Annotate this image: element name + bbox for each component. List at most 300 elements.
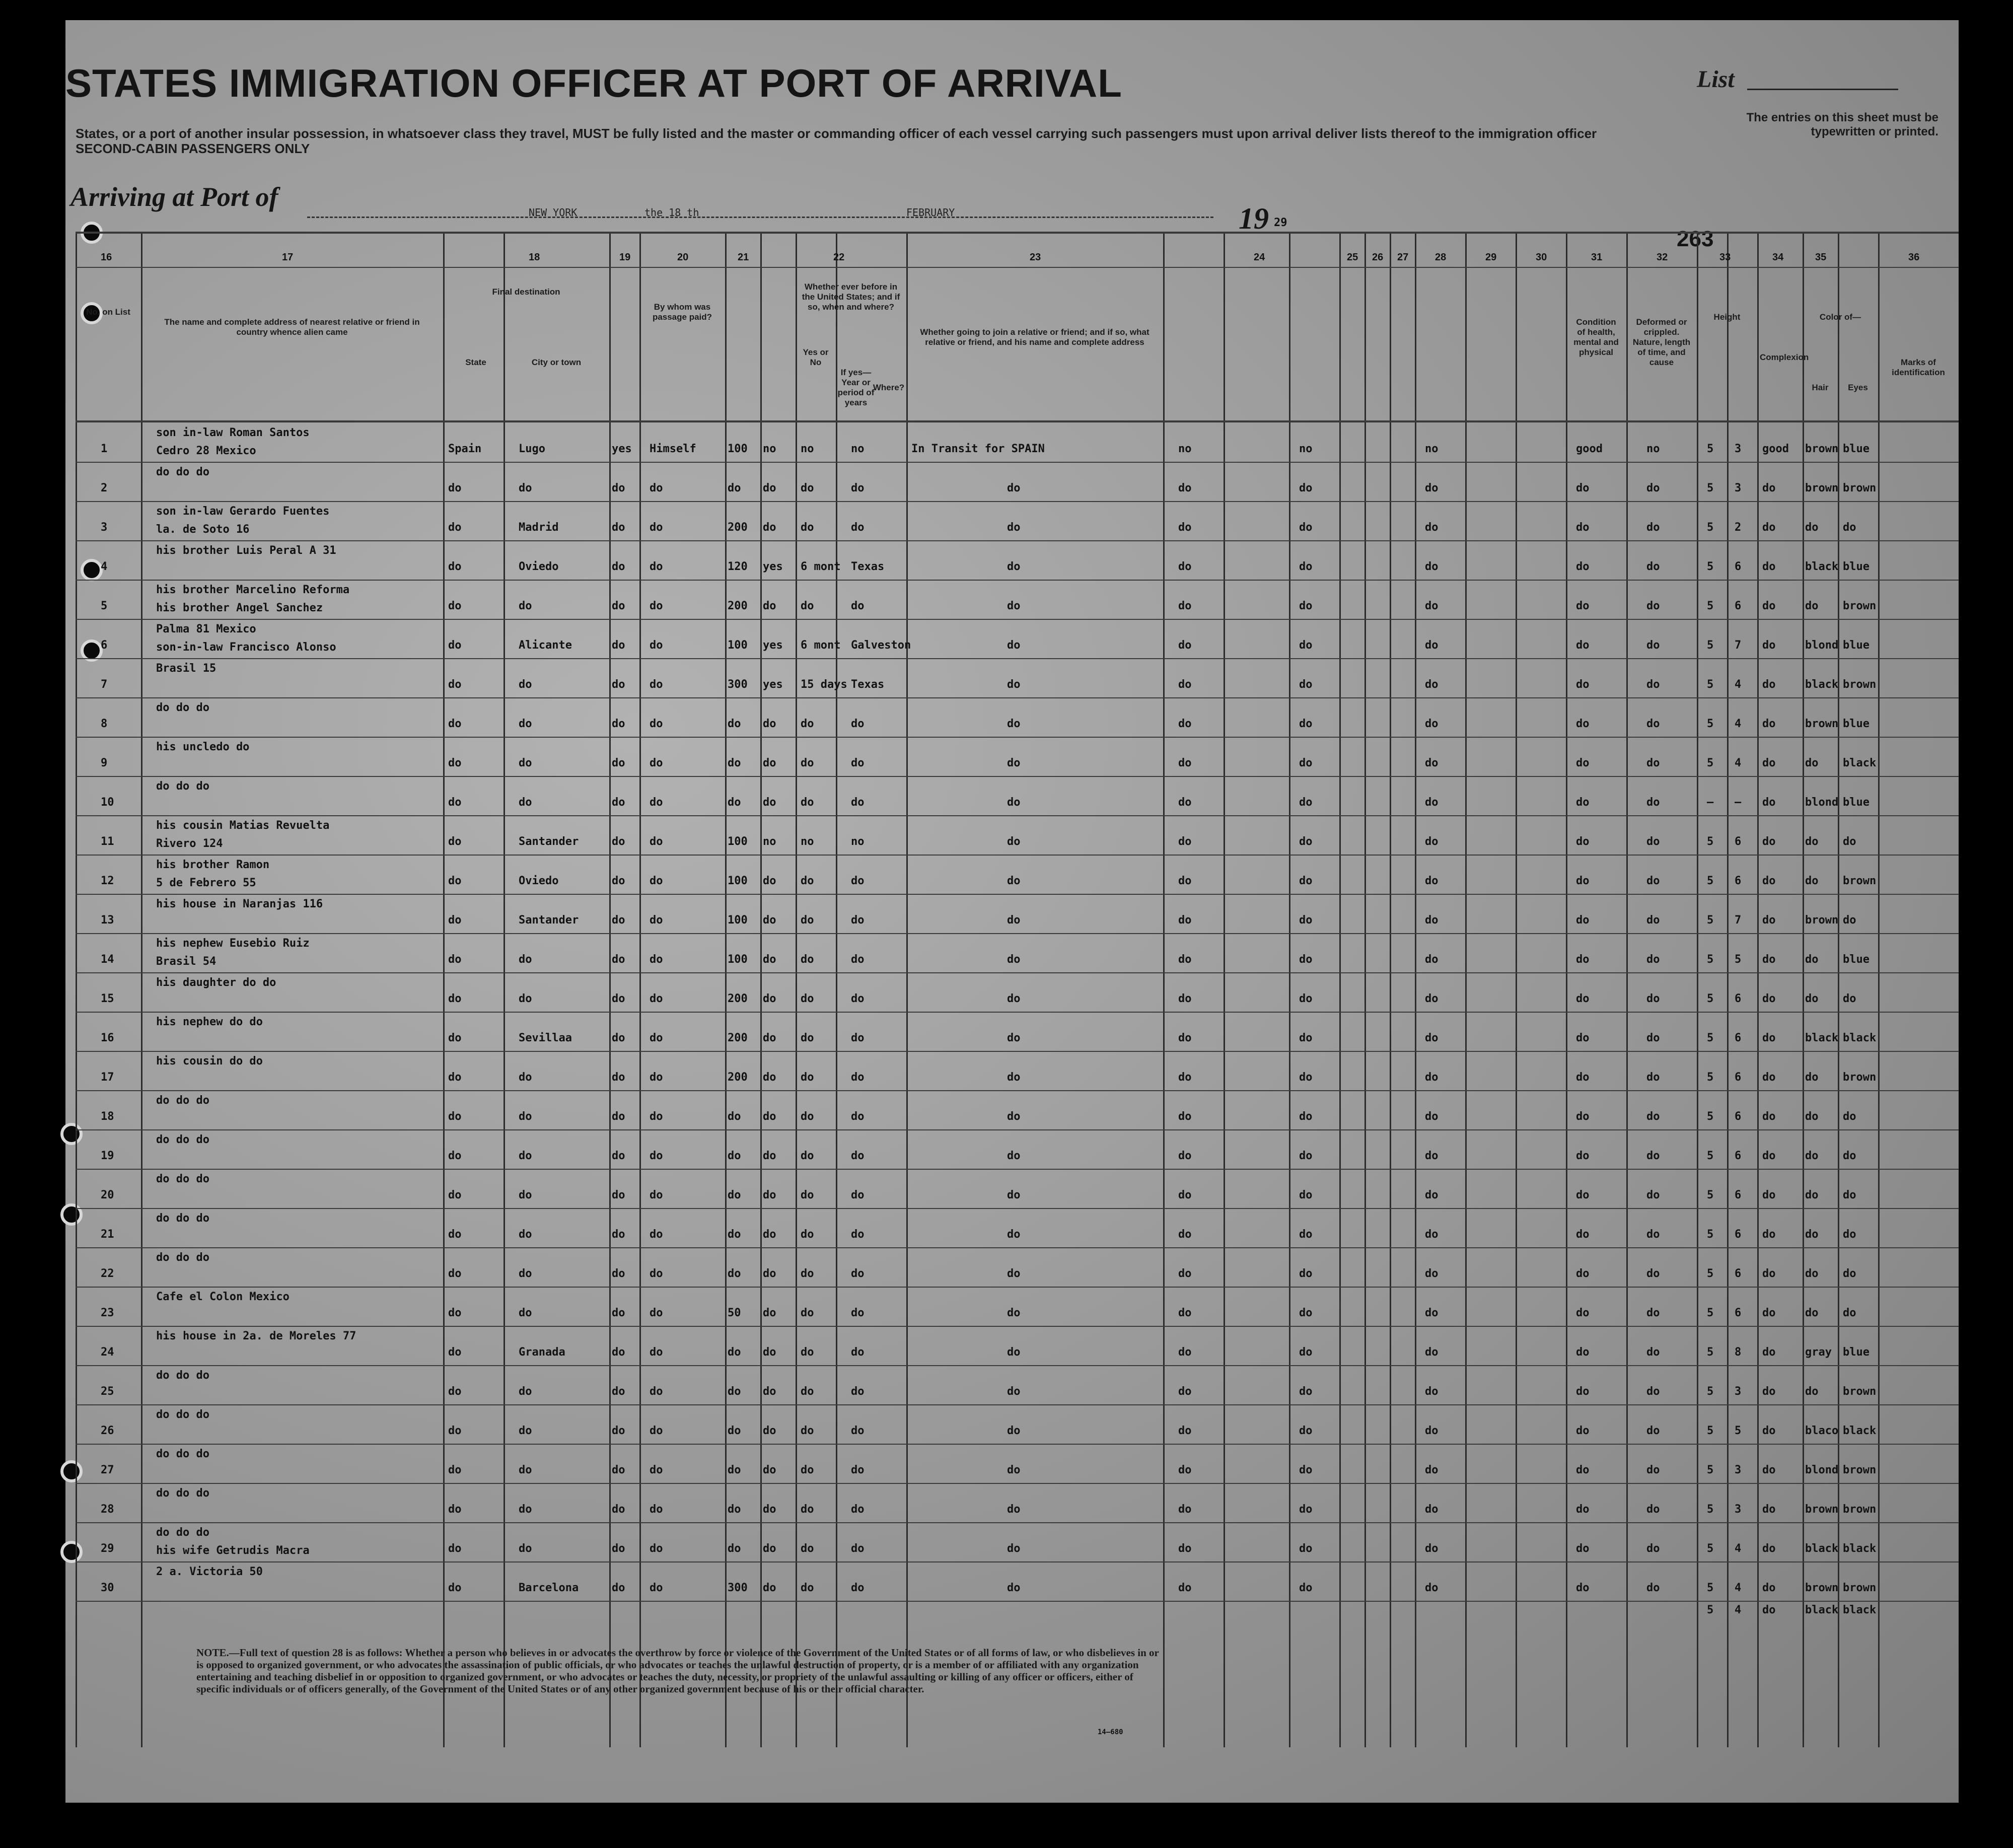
cell-c25: do (1299, 1582, 1313, 1594)
table-row (76, 1211, 1959, 1247)
cell-relative-line2: 5 de Febrero 55 (156, 877, 256, 889)
cell-hair: do (1805, 521, 1819, 534)
cell-c22: do (763, 718, 776, 730)
table-row (76, 1093, 1959, 1129)
cell-hair: blaco (1805, 1425, 1839, 1437)
cell-comp: do (1762, 1503, 1776, 1516)
cell-hair: do (1805, 875, 1819, 887)
cell-eyes: blue (1843, 443, 1870, 455)
cell-state: do (448, 678, 462, 691)
cell-state: do (448, 1150, 462, 1162)
cell-no: 2 (101, 482, 108, 494)
cell-city: do (519, 1071, 532, 1084)
cell-eyes: do (1843, 1307, 1856, 1319)
cell-no: 21 (101, 1228, 114, 1241)
column-number: 31 (1591, 252, 1603, 263)
cell-c25: do (1299, 1110, 1313, 1123)
cell-c31: do (1576, 1228, 1590, 1241)
cell-eyes: brown (1843, 1071, 1877, 1084)
cell-ft: 5 (1707, 600, 1714, 612)
cell-eyes: brown (1843, 1503, 1877, 1516)
cell-c32: do (1646, 1150, 1660, 1162)
cell-c22: do (763, 600, 776, 612)
cell-relative: do do do (156, 1526, 209, 1539)
cell-ft: 5 (1707, 1385, 1714, 1398)
table-row (76, 504, 1959, 540)
cell-c24: do (1178, 757, 1192, 769)
cell-in: 6 (1735, 1110, 1742, 1123)
table-row (76, 1250, 1959, 1287)
cell-c31: do (1576, 718, 1590, 730)
column-header-height: Height (1713, 312, 1741, 322)
cell-c24: do (1178, 1150, 1192, 1162)
cell-city: Lugo (519, 443, 545, 455)
cell-in: 6 (1735, 560, 1742, 573)
cell-state: do (448, 1346, 462, 1359)
cell-no: 17 (101, 1071, 114, 1084)
cell-ft: 5 (1707, 482, 1714, 494)
manifest-table (76, 232, 1959, 1747)
cell-hair: do (1805, 1071, 1819, 1084)
cell-c22y: do (801, 1267, 814, 1280)
column-number: 20 (677, 252, 689, 263)
cell-relative: 2 a. Victoria 50 (156, 1566, 263, 1578)
cell-ft: 5 (1707, 1071, 1714, 1084)
cell-c22: do (763, 1267, 776, 1280)
cell-c22y: do (801, 718, 814, 730)
cell-c21: do (728, 1464, 741, 1476)
cell-comp: do (1762, 1385, 1776, 1398)
cell-join: do (1007, 678, 1021, 691)
cell-c25: do (1299, 796, 1313, 809)
cell-city: do (519, 600, 532, 612)
cell-c22y: do (801, 1464, 814, 1476)
cell-paid: do (650, 1307, 663, 1319)
table-row (76, 1525, 1959, 1561)
cell-c22: do (763, 1307, 776, 1319)
cell-c22y: do (801, 1150, 814, 1162)
cell-c22w: do (851, 1150, 865, 1162)
cell-c22w: do (851, 1582, 865, 1594)
cell-c22w: do (851, 757, 865, 769)
cell-city: do (519, 1425, 532, 1437)
row-rule (76, 1247, 1959, 1248)
cell-c25: do (1299, 757, 1313, 769)
cell-no: 23 (101, 1307, 114, 1319)
cell-ft: – (1707, 796, 1714, 809)
cell-c24: do (1178, 718, 1192, 730)
table-row (76, 622, 1959, 658)
cell-c25: do (1299, 1385, 1313, 1398)
cell-relative-line2: his wife Getrudis Macra (156, 1544, 310, 1557)
cell-join: do (1007, 639, 1021, 652)
cell-c22: do (763, 1385, 776, 1398)
cell-join: do (1007, 796, 1021, 809)
cell-no: 12 (101, 875, 114, 887)
cell-comp: do (1762, 1071, 1776, 1084)
cell-c31: do (1576, 796, 1590, 809)
cell-state: do (448, 875, 462, 887)
cell-hair: do (1805, 1385, 1819, 1398)
table-row (76, 779, 1959, 815)
column-header-deformed: Deformed or crippled. Nature, length of time, and cause (1632, 317, 1691, 367)
cell-c24: do (1178, 1228, 1192, 1241)
cell-no: 9 (101, 757, 108, 769)
cell-join: do (1007, 1267, 1021, 1280)
cell-hair: brown (1805, 482, 1839, 494)
cell-c21: 100 (728, 835, 748, 848)
cell-no: 15 (101, 992, 114, 1005)
cell-eyes: brown (1843, 482, 1877, 494)
cell-c19: do (612, 835, 625, 848)
cell-c28: do (1425, 1071, 1439, 1084)
cell-paid: do (650, 600, 663, 612)
cell-join: do (1007, 521, 1021, 534)
cell-ft: 5 (1707, 1307, 1714, 1319)
cell-in: 6 (1735, 1267, 1742, 1280)
cell-paid: do (650, 1582, 663, 1594)
cell-c19: do (612, 875, 625, 887)
cell-c21: 100 (728, 953, 748, 966)
cell-city: Alicante (519, 639, 572, 652)
cell-c28: do (1425, 1464, 1439, 1476)
cell-comp: do (1762, 639, 1776, 652)
cell-ft: 5 (1707, 1503, 1714, 1516)
column-number: 17 (282, 252, 294, 263)
cell-eyes: blue (1843, 953, 1870, 966)
cell-c31: do (1576, 875, 1590, 887)
cell-c19: do (612, 1346, 625, 1359)
row-rule (76, 1051, 1959, 1052)
table-row (76, 661, 1959, 697)
cell-city: Madrid (519, 521, 559, 534)
cell-no: 10 (101, 796, 114, 809)
cell-c32: do (1646, 1425, 1660, 1437)
cell-c22w: Texas (851, 560, 885, 573)
cell-comp: do (1762, 600, 1776, 612)
cell-c22y: do (801, 796, 814, 809)
column-header-destination: Final destination (492, 287, 560, 297)
row-rule (76, 1090, 1959, 1091)
form-number: 14—680 (1098, 1728, 1123, 1736)
list-label: List (1697, 66, 1735, 93)
table-row (76, 1015, 1959, 1051)
cell-c22y: do (801, 953, 814, 966)
cell-c22: do (763, 1425, 776, 1437)
cell-eyes: do (1843, 1267, 1856, 1280)
table-row (76, 1447, 1959, 1483)
table-row (76, 1132, 1959, 1169)
cell-c28: do (1425, 521, 1439, 534)
cell-c22: do (763, 1228, 776, 1241)
cell-c32: do (1646, 1071, 1660, 1084)
column-number: 16 (101, 252, 112, 263)
table-row (76, 1054, 1959, 1090)
cell-relative-line2: Brasil 54 (156, 955, 217, 968)
cell-c25: do (1299, 1189, 1313, 1201)
cell-comp: do (1762, 796, 1776, 809)
cell-c21: do (728, 1228, 741, 1241)
cell-c22y: do (801, 914, 814, 927)
cell-relative: his brother Luis Peral A 31 (156, 544, 336, 557)
cell-hair: black (1805, 560, 1839, 573)
table-row (76, 1486, 1959, 1522)
cell-c22: do (763, 1464, 776, 1476)
cell-c32: do (1646, 1189, 1660, 1201)
cell-c25: do (1299, 875, 1313, 887)
cell-in: 8 (1735, 1346, 1742, 1359)
cell-ft: 5 (1707, 560, 1714, 573)
column-header-health: Condition of health, mental and physical (1573, 317, 1619, 357)
cell-hair: brown (1805, 1503, 1839, 1516)
cell-no: 4 (101, 560, 108, 573)
cell-c22: do (763, 1542, 776, 1555)
cell-ft: 5 (1707, 443, 1714, 455)
cell-c24: do (1178, 678, 1192, 691)
cell-c32: do (1646, 482, 1660, 494)
cell-city: do (519, 678, 532, 691)
cell-c19: do (612, 1542, 625, 1555)
cell-eyes: do (1843, 1189, 1856, 1201)
cell-eyes: black (1843, 1542, 1877, 1555)
cell-c22y: 15 days (801, 678, 847, 691)
cell-c31: do (1576, 1385, 1590, 1398)
column-number: 26 (1372, 252, 1384, 263)
column-number: 28 (1435, 252, 1447, 263)
cell-comp: do (1762, 1542, 1776, 1555)
cell-paid: do (650, 1267, 663, 1280)
cell-relative: his cousin Matias Revuelta (156, 819, 330, 832)
cell-c28: do (1425, 718, 1439, 730)
cell-c32: do (1646, 875, 1660, 887)
table-row (76, 1368, 1959, 1404)
cell-c25: do (1299, 600, 1313, 612)
cell-paid: do (650, 482, 663, 494)
cell-eyes: brown (1843, 1464, 1877, 1476)
cell-hair: black (1805, 1032, 1839, 1044)
cell-c31: do (1576, 1110, 1590, 1123)
cell-c22w: do (851, 1425, 865, 1437)
cell-state: do (448, 1425, 462, 1437)
cell-relative-line2: son-in-law Francisco Alonso (156, 641, 336, 654)
cell-ft: 5 (1707, 639, 1714, 652)
cell-city: do (519, 1228, 532, 1241)
cell-c25: do (1299, 1032, 1313, 1044)
cell-hair: brown (1805, 914, 1839, 927)
cell-c21: 120 (728, 560, 748, 573)
cell-c21: do (728, 1110, 741, 1123)
cell-c22w: do (851, 1346, 865, 1359)
cell-c32: do (1646, 1032, 1660, 1044)
cell-c19: do (612, 1503, 625, 1516)
column-number: 32 (1657, 252, 1668, 263)
cell-c25: do (1299, 1503, 1313, 1516)
cell-c24: do (1178, 1071, 1192, 1084)
cell-hair: gray (1805, 1346, 1832, 1359)
cell-relative: do do do (156, 1487, 209, 1500)
column-number: 24 (1254, 252, 1265, 263)
cell-c31: do (1576, 1071, 1590, 1084)
cell-c22: do (763, 1582, 776, 1594)
cell-c28: do (1425, 482, 1439, 494)
cell-c28: do (1425, 1267, 1439, 1280)
column-header-join: Whether going to join a relative or friend; and if so, what relative or friend, and his name and complete address (920, 327, 1149, 347)
cell-comp: do (1762, 521, 1776, 534)
cell-join: do (1007, 1228, 1021, 1241)
cell-no: 28 (101, 1503, 114, 1516)
cell-no: 14 (101, 953, 114, 966)
cell-c22y: do (801, 1425, 814, 1437)
cell-c28: do (1425, 875, 1439, 887)
cell-city: Granada (519, 1346, 565, 1359)
cell-c25: do (1299, 1542, 1313, 1555)
cell-eyes: brown (1843, 678, 1877, 691)
cell-c24: do (1178, 1032, 1192, 1044)
cell-relative: do do do (156, 1408, 209, 1421)
cell-state: do (448, 718, 462, 730)
subtitle (76, 126, 1636, 156)
cell-city: do (519, 1503, 532, 1516)
cell-c24: do (1178, 1503, 1192, 1516)
cell-state: do (448, 1307, 462, 1319)
cell-c31: do (1576, 1032, 1590, 1044)
cell-relative: do do do (156, 1448, 209, 1460)
cell-c19: do (612, 1307, 625, 1319)
table-row (76, 1172, 1959, 1208)
cell-paid: do (650, 1110, 663, 1123)
row-rule (76, 1287, 1959, 1288)
cell-eyes: blue (1843, 1346, 1870, 1359)
table-row (76, 818, 1959, 855)
cell-city: do (519, 718, 532, 730)
cell-paid: do (650, 992, 663, 1005)
cell-join: do (1007, 1385, 1021, 1398)
cell-c31: do (1576, 835, 1590, 848)
column-number: 18 (529, 252, 540, 263)
row-rule (76, 776, 1959, 777)
cell-c24: do (1178, 639, 1192, 652)
cell-c25: do (1299, 482, 1313, 494)
cell-paid: do (650, 953, 663, 966)
cell-c32: do (1646, 1228, 1660, 1241)
cell-c32: do (1646, 718, 1660, 730)
cell-c31: do (1576, 953, 1590, 966)
cell-c31: do (1576, 1542, 1590, 1555)
cell-no: 5 (101, 600, 108, 612)
cell-join: do (1007, 1346, 1021, 1359)
cell-relative: his brother Marcelino Reforma (156, 584, 350, 596)
table-row (76, 858, 1959, 894)
cell-join: do (1007, 600, 1021, 612)
table-row (76, 897, 1959, 933)
cell-c22: do (763, 796, 776, 809)
cell-paid: do (650, 796, 663, 809)
cell-relative: his house in Naranjas 116 (156, 898, 323, 910)
column-header-marks: Marks of identification (1892, 358, 1945, 377)
cell-city: do (519, 992, 532, 1005)
cell-c19: do (612, 639, 625, 652)
cell-c31: do (1576, 1503, 1590, 1516)
cell-comp: do (1762, 1032, 1776, 1044)
cell-c24: do (1178, 953, 1192, 966)
cell-eyes: do (1843, 1228, 1856, 1241)
cell-comp: do (1762, 560, 1776, 573)
cell-c24: do (1178, 1267, 1192, 1280)
cell-c28: no (1425, 443, 1439, 455)
cell-c25: no (1299, 443, 1313, 455)
cell-c24: do (1178, 600, 1192, 612)
cell-comp: do (1762, 992, 1776, 1005)
cell-c32: do (1646, 1267, 1660, 1280)
table-row (76, 740, 1959, 776)
table-rule (76, 267, 1959, 268)
cell-relative: do do do (156, 780, 209, 793)
cell-comp: do (1762, 1110, 1776, 1123)
cell-c22: do (763, 1189, 776, 1201)
cell-c22y: 6 mont (801, 560, 841, 573)
cell-comp: do (1762, 1464, 1776, 1476)
cell-paid: do (650, 875, 663, 887)
cell-comp: do (1762, 1150, 1776, 1162)
cell-c19: do (612, 1228, 625, 1241)
cell-in: 4 (1735, 757, 1742, 769)
cell-c25: do (1299, 1464, 1313, 1476)
cell-in: 4 (1735, 678, 1742, 691)
cell-comp: do (1762, 1228, 1776, 1241)
cell-c22w: do (851, 521, 865, 534)
cell-c31: do (1576, 521, 1590, 534)
cell-c31: good (1576, 443, 1603, 455)
cell-city: do (519, 1267, 532, 1280)
cell-c22w: Texas (851, 678, 885, 691)
cell-ft: 5 (1707, 1346, 1714, 1359)
cell-c31: do (1576, 1189, 1590, 1201)
cell-comp: good (1762, 443, 1789, 455)
cell-ft: 5 (1707, 1150, 1714, 1162)
cell-c24: do (1178, 560, 1192, 573)
cell-c28: do (1425, 1542, 1439, 1555)
cell-c31: do (1576, 1582, 1590, 1594)
cell-paid: do (650, 1425, 663, 1437)
cell-relative: his nephew Eusebio Ruiz (156, 937, 310, 950)
cell-c22y: do (801, 875, 814, 887)
cell-eyes: brown (1843, 600, 1877, 612)
cell-state: do (448, 1385, 462, 1398)
cell-relative: do do do (156, 1369, 209, 1382)
cell-join: do (1007, 1150, 1021, 1162)
table-row (76, 700, 1959, 737)
cell-c19: do (612, 1464, 625, 1476)
cell-comp: do (1762, 1425, 1776, 1437)
cell-in: 3 (1735, 443, 1742, 455)
cell-in: 6 (1735, 1071, 1742, 1084)
cell-c32: do (1646, 835, 1660, 848)
cell-state: do (448, 1267, 462, 1280)
cell-eyes: brown (1843, 875, 1877, 887)
cell-in: 4 (1735, 718, 1742, 730)
cell-in: 3 (1735, 482, 1742, 494)
cell-paid: do (650, 1464, 663, 1476)
cell-state: do (448, 835, 462, 848)
cell-join: do (1007, 482, 1021, 494)
arriving-label: Arriving at Port of (70, 182, 278, 212)
cell-hair: do (1805, 600, 1819, 612)
cell-relative: son in-law Roman Santos (156, 427, 310, 439)
cell-eyes: blue (1843, 560, 1870, 573)
cell-no: 11 (101, 835, 114, 848)
cell-c22y: do (801, 992, 814, 1005)
cell-no: 8 (101, 718, 108, 730)
